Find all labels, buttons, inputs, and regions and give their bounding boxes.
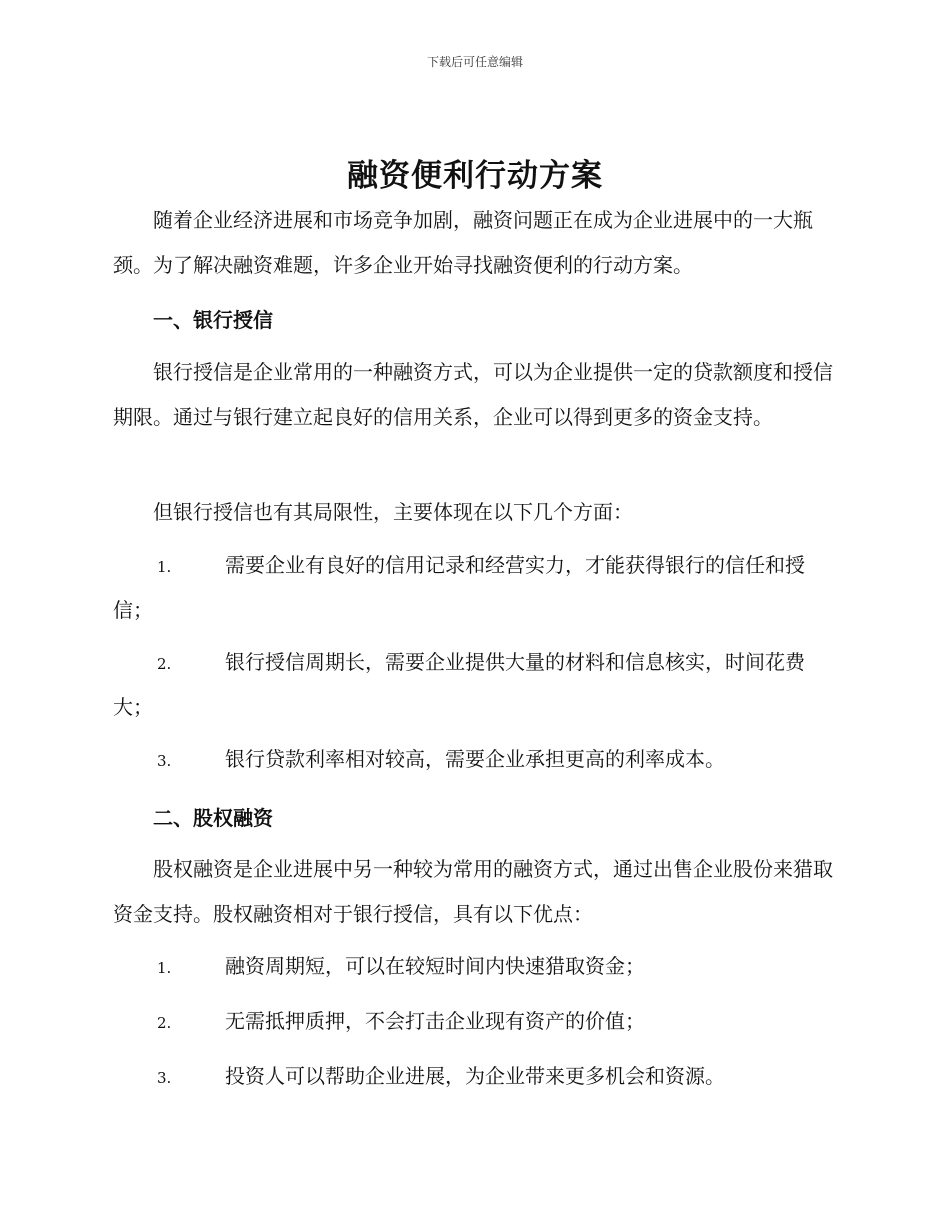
header-note: 下载后可任意编辑 <box>426 55 523 69</box>
list-text: 需要企业有良好的信用记录和经营实力，才能获得银行的信任和授信； <box>113 553 805 622</box>
section1-list-item-3 <box>113 738 835 783</box>
section1-paragraph-1: 银行授信是企业常用的一种融资方式，可以为企业提供一定的贷款额度和授信期限。通过与银行建立起良好的信用关系，企业可以得到更多的资金支持。 <box>113 360 833 429</box>
section1-list-item-1 <box>113 544 835 632</box>
intro-paragraph: 随着企业经济进展和市场竞争加剧，融资问题正在成为企业进展中的一大瓶颈。为了解决融资难题，许多企业开始寻找融资便利的行动方案。 <box>113 208 813 277</box>
list-number: 2. <box>157 1014 172 1032</box>
list-text: 银行贷款利率相对较高，需要企业承担更高的利率成本。 <box>225 747 725 771</box>
section2-heading: 二、股权融资 <box>153 806 273 830</box>
document-title: 融资便利行动方案 <box>347 158 603 194</box>
list-number: 1. <box>157 558 172 576</box>
list-number: 3. <box>157 1069 172 1087</box>
list-number: 1. <box>157 959 172 977</box>
section2-paragraph-1: 股权融资是企业进展中另一种较为常用的融资方式，通过出售企业股份来猎取资金支持。股权融资相对于银行授信，具有以下优点： <box>113 857 833 926</box>
section1-heading: 一、银行授信 <box>153 308 273 332</box>
section1-list-item-2 <box>113 641 835 729</box>
section1-paragraph-2: 但银行授信也有其局限性，主要体现在以下几个方面： <box>153 500 633 524</box>
section2-list-item-1 <box>113 945 835 990</box>
list-text: 无需抵押质押，不会打击企业现有资产的价值； <box>225 1009 645 1033</box>
list-text: 银行授信周期长，需要企业提供大量的材料和信息核实，时间花费大； <box>113 650 805 719</box>
list-text: 投资人可以帮助企业进展，为企业带来更多机会和资源。 <box>225 1064 725 1088</box>
section2-list-item-3 <box>113 1055 835 1100</box>
list-number: 3. <box>157 752 172 770</box>
list-text: 融资周期短，可以在较短时间内快速猎取资金； <box>225 954 645 978</box>
list-number: 2. <box>157 655 172 673</box>
section2-list-item-2 <box>113 1000 835 1045</box>
